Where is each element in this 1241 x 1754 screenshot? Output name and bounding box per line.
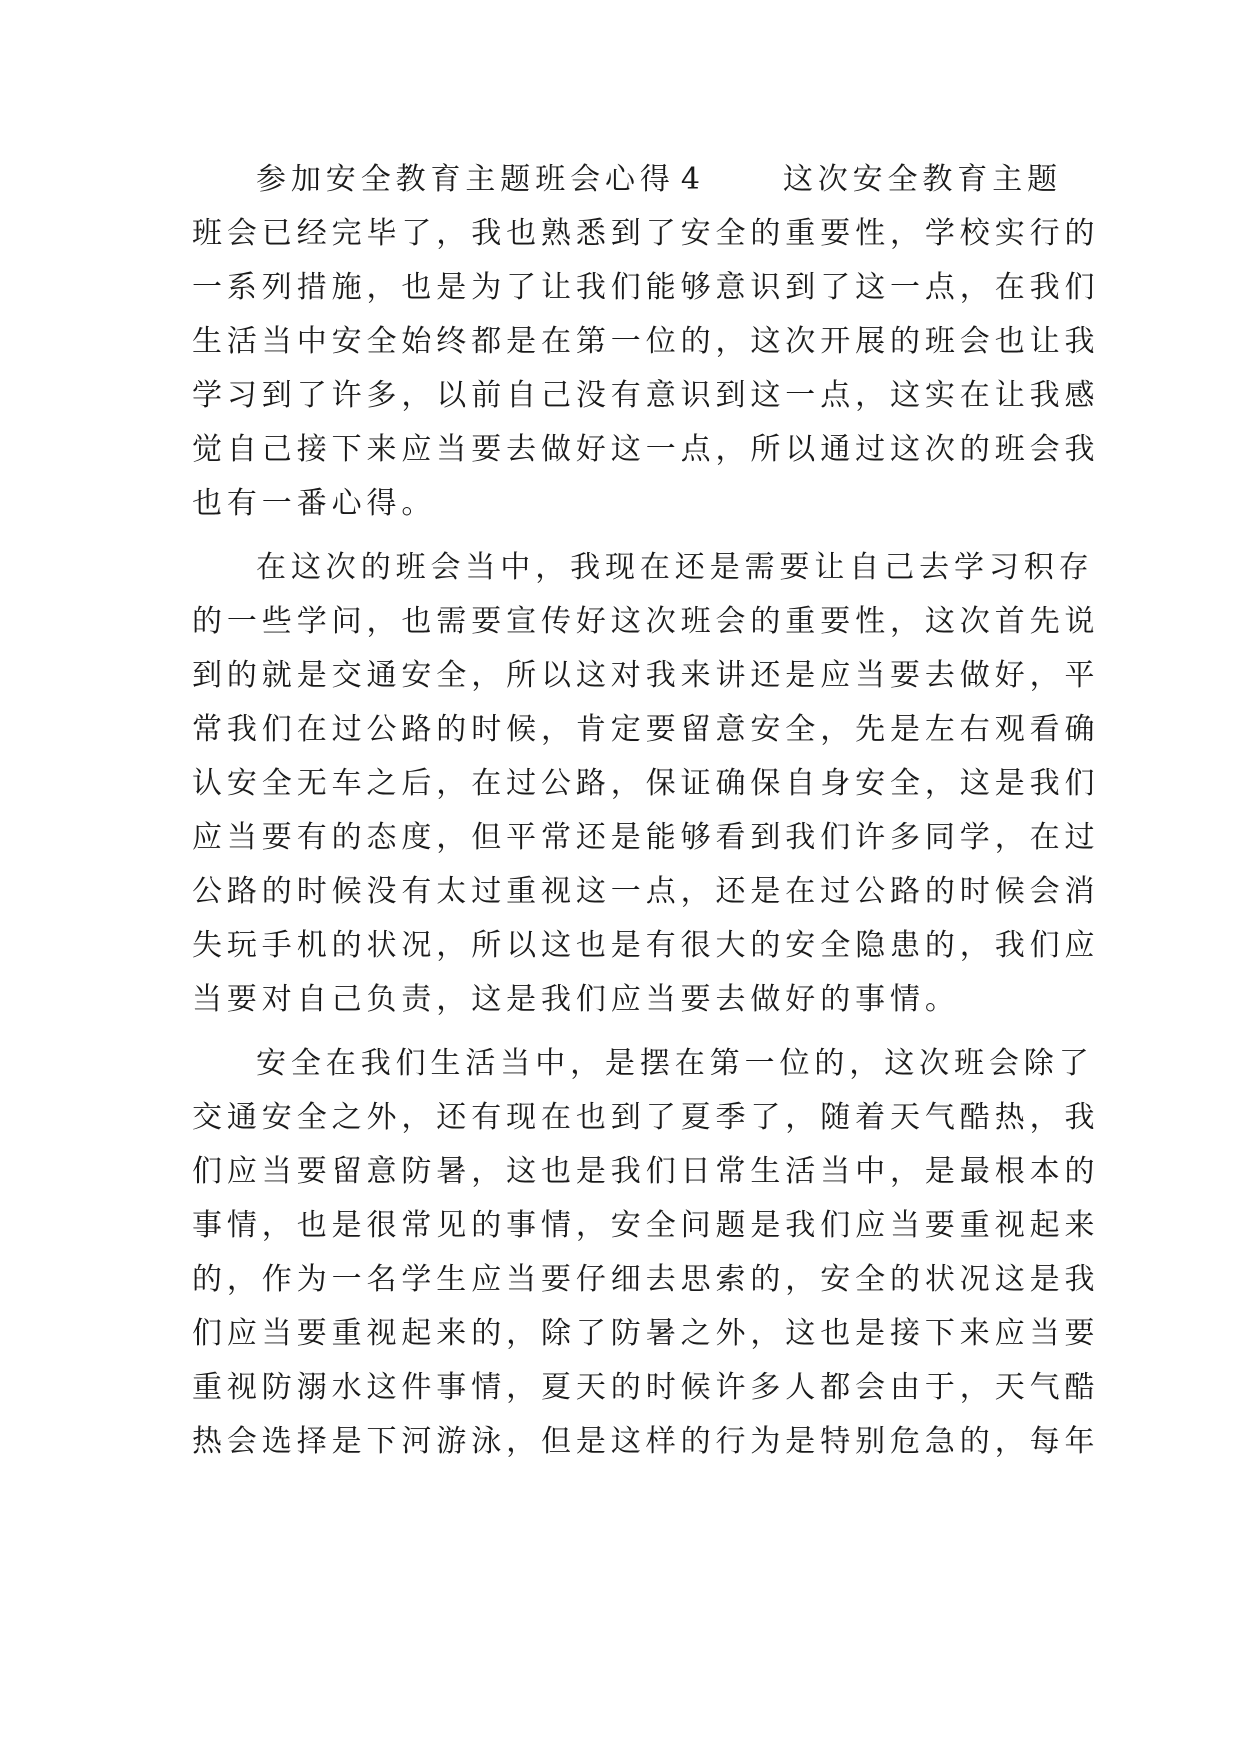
paragraph-3-line-5: 的，作为一名学生应当要仔细去思索的，安全的状况这是我 — [192, 1262, 1100, 1297]
paragraph-2-line-2: 的一些学问，也需要宣传好这次班会的重要性，这次首先说 — [192, 604, 1100, 639]
paragraph-3-line-2: 交通安全之外，还有现在也到了夏季了，随着天气酷热，我 — [192, 1100, 1100, 1135]
paragraph-2-line-5: 认安全无车之后，在过公路，保证确保自身安全，这是我们 — [192, 766, 1100, 801]
paragraph-2-line-8: 失玩手机的状况，所以这也是有很大的安全隐患的，我们应 — [192, 928, 1100, 963]
paragraph-2-line-1: 在这次的班会当中，我现在还是需要让自己去学习积存 — [256, 550, 1094, 585]
paragraph-3-line-8: 热会选择是下河游泳，但是这样的行为是特别危急的，每年 — [192, 1424, 1100, 1459]
paragraph-1-line-7: 也有一番心得。 — [192, 486, 437, 521]
paragraph-2-line-6: 应当要有的态度，但平常还是能够看到我们许多同学，在过 — [192, 820, 1100, 855]
paragraph-3-line-6: 们应当要重视起来的，除了防暑之外，这也是接下来应当要 — [192, 1316, 1100, 1351]
paragraph-3-line-4: 事情，也是很常见的事情，安全问题是我们应当要重视起来 — [192, 1208, 1100, 1243]
paragraph-1-line-4: 生活当中安全始终都是在第一位的，这次开展的班会也让我 — [192, 324, 1100, 359]
paragraph-1-line-6: 觉自己接下来应当要去做好这一点，所以通过这次的班会我 — [192, 432, 1100, 467]
paragraph-3-line-7: 重视防溺水这件事情，夏天的时候许多人都会由于，天气酷 — [192, 1370, 1100, 1405]
paragraph-1-line-3: 一系列措施，也是为了让我们能够意识到了这一点，在我们 — [192, 270, 1100, 305]
paragraph-1-line-1 — [256, 160, 1062, 200]
paragraph-1-line-2: 班会已经完毕了，我也熟悉到了安全的重要性，学校实行的 — [192, 216, 1100, 251]
paragraph-3-line-1: 安全在我们生活当中，是摆在第一位的，这次班会除了 — [256, 1046, 1094, 1081]
paragraph-1-line-5: 学习到了许多，以前自己没有意识到这一点，这实在让我感 — [192, 378, 1100, 413]
paragraph-3-line-3: 们应当要留意防暑，这也是我们日常生活当中，是最根本的 — [192, 1154, 1100, 1189]
paragraph-2-line-7: 公路的时候没有太过重视这一点，还是在过公路的时候会消 — [192, 874, 1100, 909]
paragraph-2-line-3: 到的就是交通安全，所以这对我来讲还是应当要去做好，平 — [192, 658, 1100, 693]
paragraph-2-line-4: 常我们在过公路的时候，肯定要留意安全，先是左右观看确 — [192, 712, 1100, 747]
paragraph-2-line-9: 当要对自己负责，这是我们应当要去做好的事情。 — [192, 982, 960, 1017]
document-title: 参加安全教育主题班会心得 — [256, 162, 675, 197]
document-title-number: 4 — [680, 162, 705, 197]
paragraph-text: 这次安全教育主题 — [782, 162, 1063, 197]
